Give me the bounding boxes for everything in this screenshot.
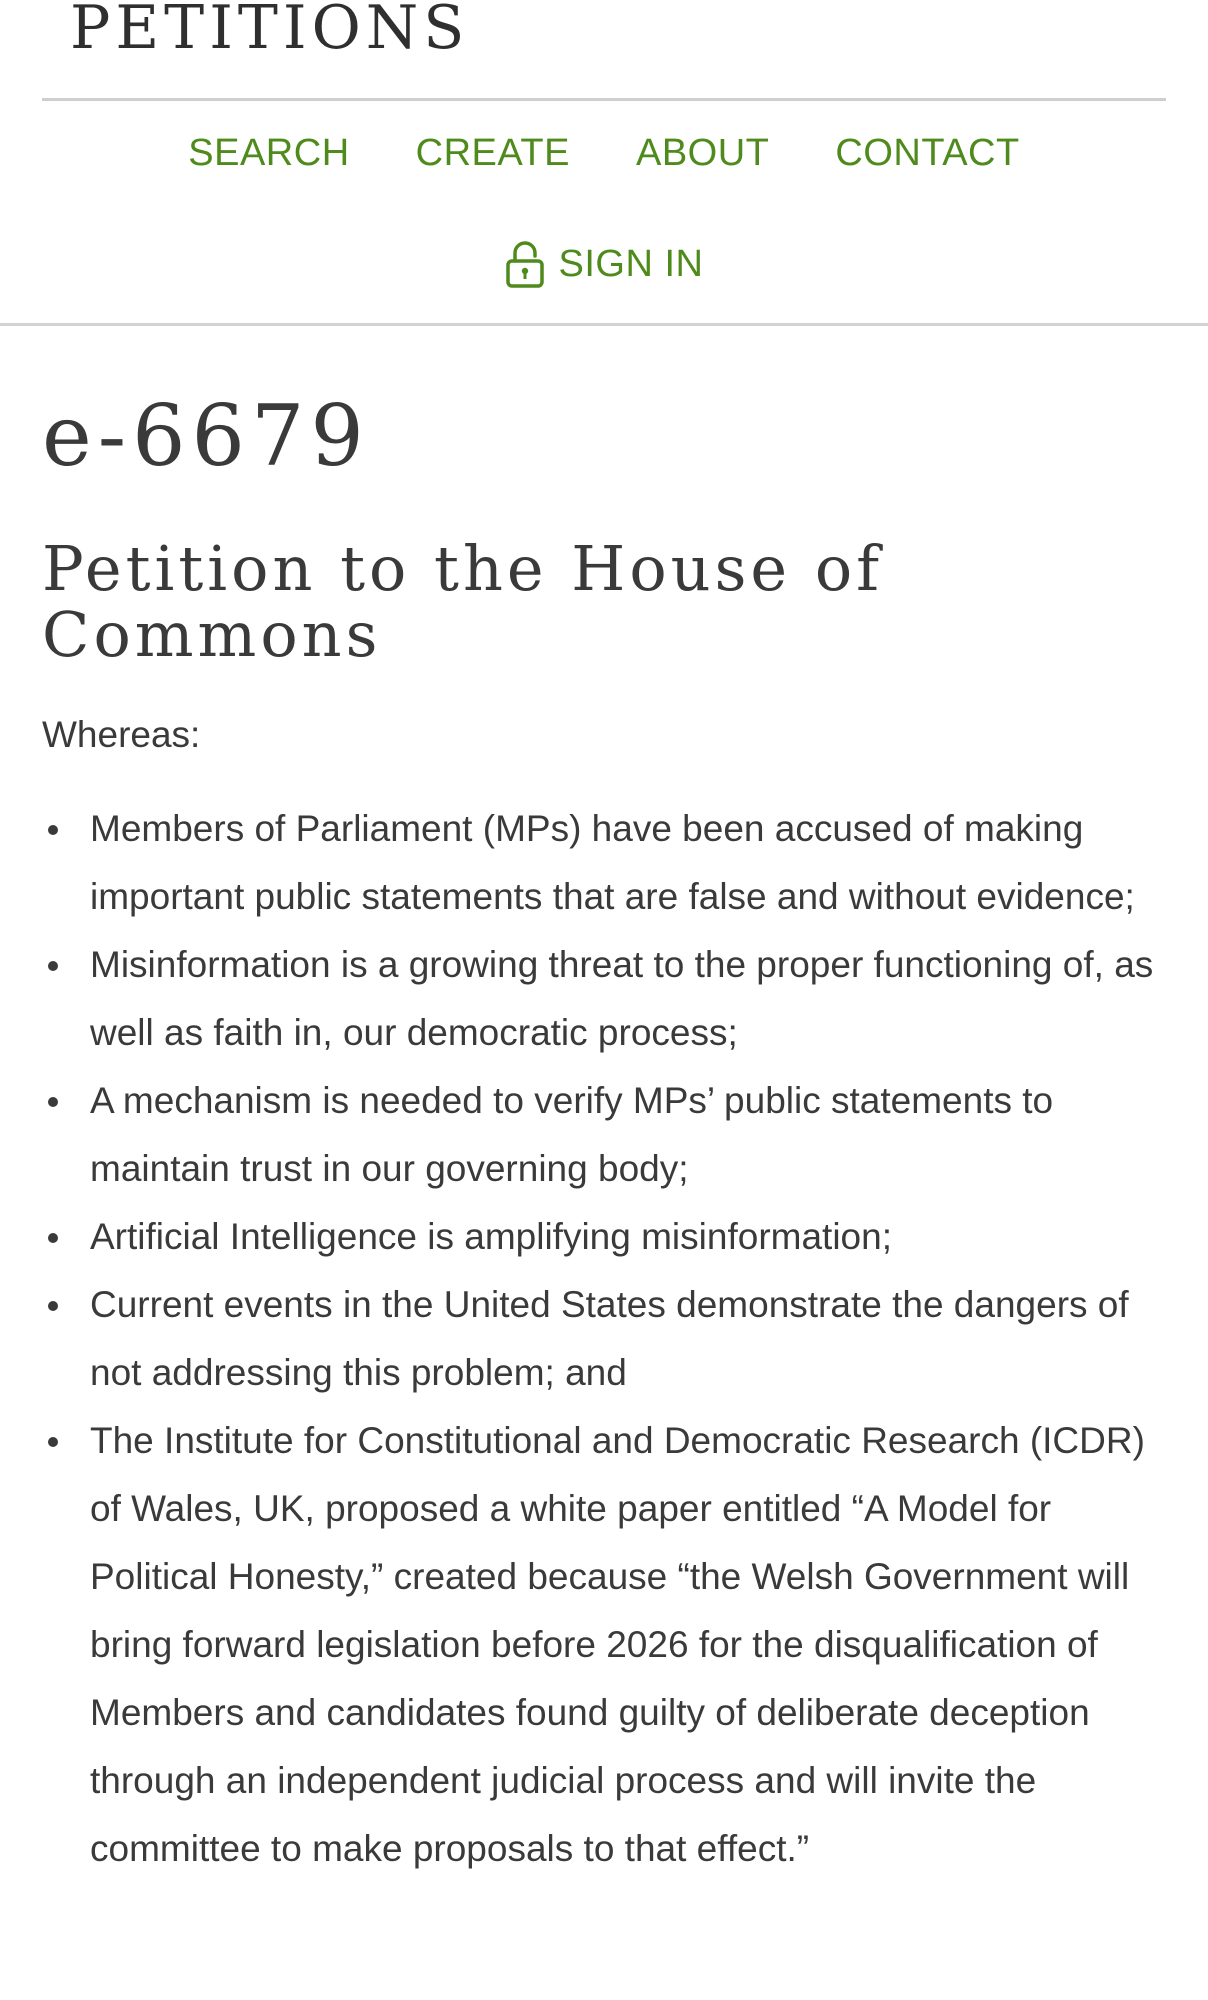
nav-create-link[interactable]: CREATE	[415, 131, 570, 174]
list-item: Current events in the United States demonstrate the dangers of not addressing this problem; and	[42, 1271, 1168, 1407]
list-item: The Institute for Constitutional and Democratic Research (ICDR) of Wales, UK, proposed a white paper entitled “A Model for Political Honesty,” created because “the Welsh Government will bring forward legislation before 2026 for the disqualification of Members and candidates found guilty of deliberate deception through an independent judicial process and will invite the committee to make proposals to that effect.”	[42, 1407, 1168, 1883]
nav-contact-link[interactable]: CONTACT	[835, 131, 1020, 174]
list-item: Artificial Intelligence is amplifying misinformation;	[42, 1203, 1168, 1271]
petition-number: e-6679	[42, 387, 370, 485]
sign-in-label: SIGN IN	[558, 242, 704, 285]
petition-heading: Petition to the House of Commons	[42, 532, 884, 671]
site-title: PETITIONS	[70, 0, 470, 63]
whereas-intro: Whereas:	[42, 714, 201, 755]
main-nav	[0, 128, 1208, 178]
list-item: A mechanism is needed to verify MPs’ public statements to maintain trust in our governing body;	[42, 1067, 1168, 1203]
nav-search-link[interactable]: SEARCH	[188, 131, 350, 174]
sign-in-link[interactable]	[0, 236, 1208, 292]
list-item: Misinformation is a growing threat to the proper functioning of, as well as faith in, our democratic process;	[42, 931, 1168, 1067]
lock-icon	[505, 240, 545, 288]
whereas-list	[42, 795, 1168, 1883]
nav-about-link[interactable]: ABOUT	[635, 131, 770, 174]
list-item: Members of Parliament (MPs) have been accused of making important public statements that are false and without evidence;	[42, 795, 1168, 931]
header-divider	[42, 98, 1166, 101]
content-divider	[0, 323, 1208, 326]
